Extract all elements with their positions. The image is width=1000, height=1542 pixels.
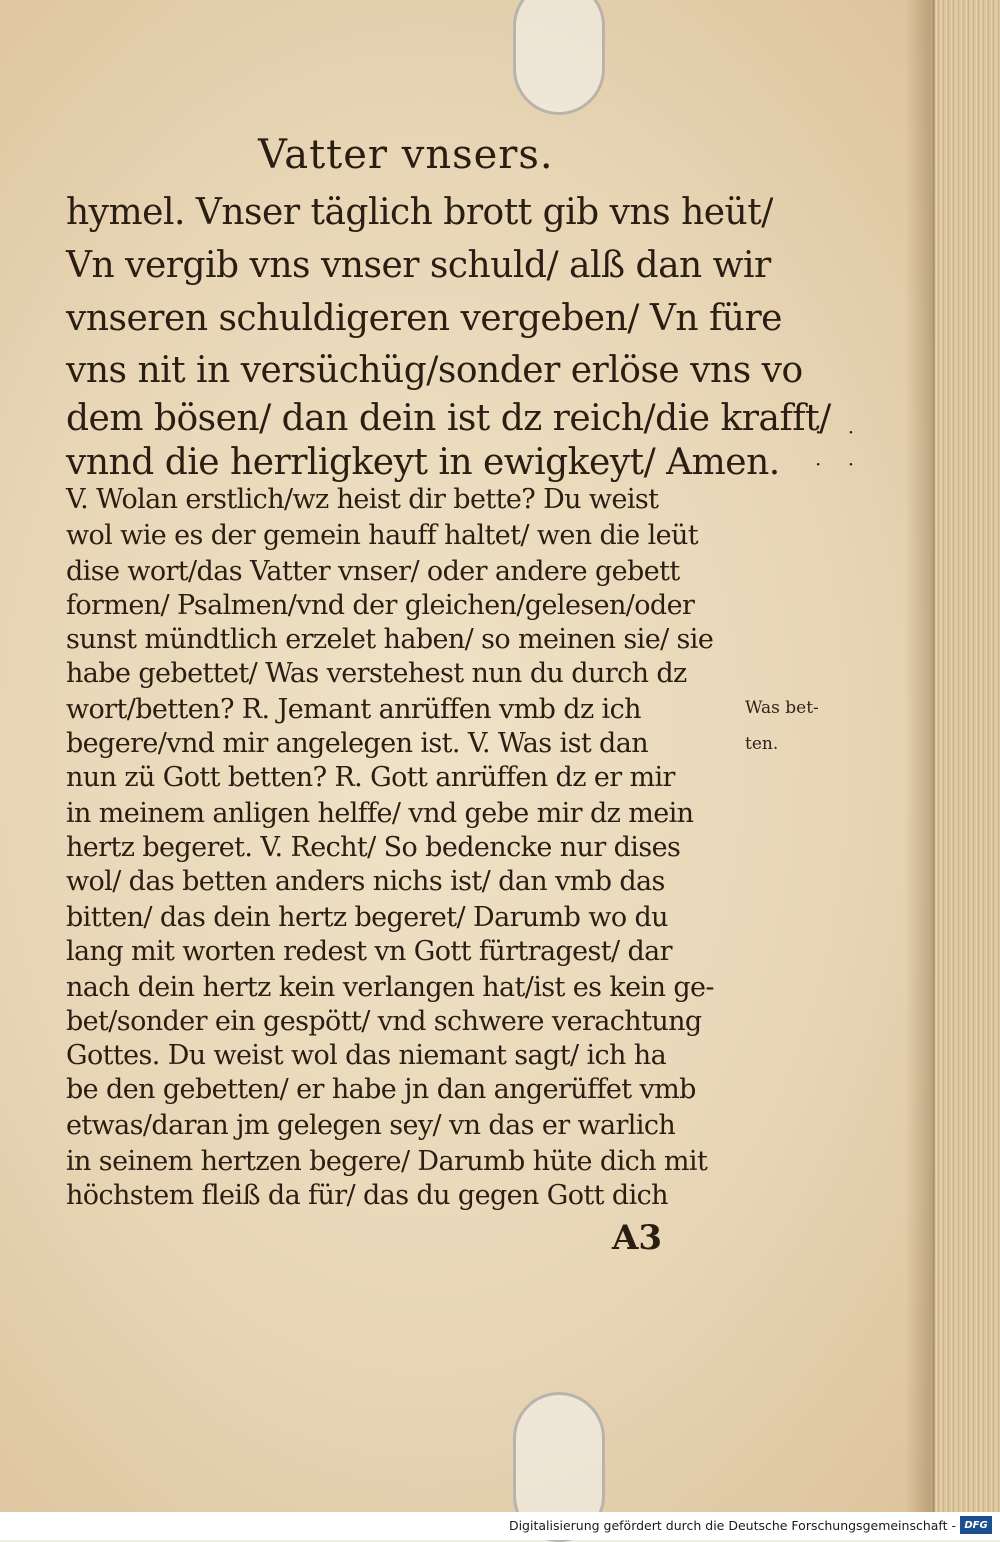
margin-dots: · · bbox=[815, 452, 865, 476]
text-line: lang mit worten redest vn Gott fürtragest/ dar bbox=[66, 936, 672, 967]
footer-credit: Digitalisierung gefördert durch die Deutsche Forschungsgemeinschaft - bbox=[508, 1518, 956, 1533]
dfg-logo: DFG bbox=[960, 1516, 992, 1534]
text-line: wort/betten? R. Jemant anrüffen vmb dz ich bbox=[66, 694, 641, 725]
margin-dots: · · bbox=[815, 420, 865, 444]
margin-note: Was bet- bbox=[745, 698, 819, 718]
text-line: bet/sonder ein gespött/ vnd schwere verachtung bbox=[66, 1006, 702, 1037]
text-line: hertz begeret. V. Recht/ So bedencke nur dises bbox=[66, 832, 681, 863]
text-line: vns nit in versüchüg/sonder erlöse vns vo bbox=[66, 350, 803, 391]
text-line: etwas/daran jm gelegen sey/ vn das er warlich bbox=[66, 1110, 676, 1141]
text-line: in seinem hertzen begere/ Darumb hüte dich mit bbox=[66, 1146, 708, 1177]
text-line: habe gebettet/ Was verstehest nun du durch dz bbox=[66, 658, 687, 689]
text-line: wol wie es der gemein hauff haltet/ wen die leüt bbox=[66, 520, 699, 551]
running-head: Vatter vnsers. bbox=[258, 132, 554, 178]
text-line: dem bösen/ dan dein ist dz reich/die krafft/ bbox=[66, 398, 831, 439]
text-line: bitten/ das dein hertz begeret/ Darumb wo du bbox=[66, 902, 668, 933]
text-line: be den gebetten/ er habe jn dan angerüffet vmb bbox=[66, 1074, 696, 1105]
margin-note: ten. bbox=[745, 734, 779, 754]
text-line: nun zü Gott betten? R. Gott anrüffen dz er mir bbox=[66, 762, 675, 793]
text-line: dise wort/das Vatter vnser/ oder andere gebett bbox=[66, 556, 680, 587]
text-line: in meinem anligen helffe/ vnd gebe mir dz mein bbox=[66, 798, 694, 829]
book-page-edges bbox=[930, 0, 1000, 1512]
text-line: sunst mündtlich erzelet haben/ so meinen sie/ sie bbox=[66, 624, 714, 655]
footer-bar bbox=[0, 1512, 1000, 1540]
text-line: vnseren schuldigeren vergeben/ Vn füre bbox=[66, 298, 782, 339]
text-line: Vn vergib vns vnser schuld/ alß dan wir bbox=[66, 245, 771, 286]
text-line: begere/vnd mir angelegen ist. V. Was ist dan bbox=[66, 728, 649, 759]
top-clip bbox=[513, 0, 605, 115]
text-line: Gottes. Du weist wol das niemant sagt/ ich ha bbox=[66, 1040, 667, 1071]
text-line: wol/ das betten anders nichs ist/ dan vmb das bbox=[66, 866, 665, 897]
text-line: V. Wolan erstlich/wz heist dir bette? Du weist bbox=[66, 484, 659, 515]
text-line: vnnd die herrligkeyt in ewigkeyt/ Amen. bbox=[66, 442, 780, 483]
text-line: höchstem fleiß da für/ das du gegen Gott dich bbox=[66, 1180, 668, 1211]
signature-mark: A3 bbox=[612, 1218, 663, 1258]
text-line: hymel. Vnser täglich brott gib vns heüt/ bbox=[66, 192, 773, 233]
text-line: formen/ Psalmen/vnd der gleichen/gelesen/oder bbox=[66, 590, 695, 621]
text-line: nach dein hertz kein verlangen hat/ist es kein ge- bbox=[66, 972, 714, 1003]
page-fold-shadow bbox=[905, 0, 935, 1512]
